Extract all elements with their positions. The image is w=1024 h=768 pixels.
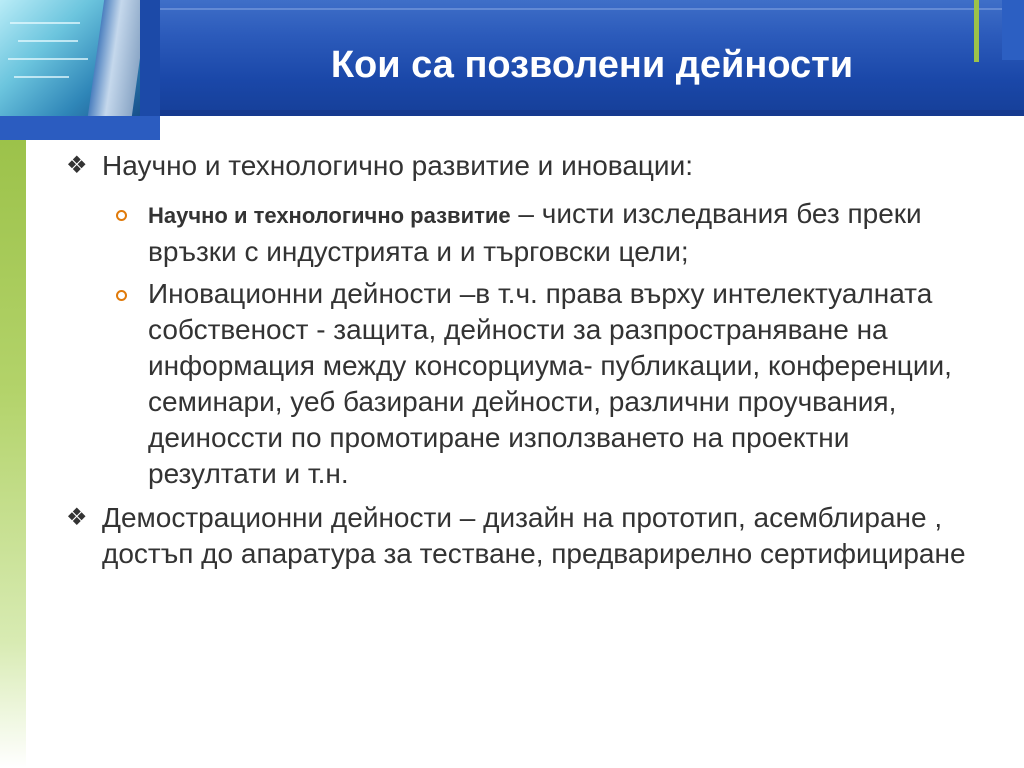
bullet-item <box>66 500 966 572</box>
circle-bullet-icon <box>116 290 127 301</box>
sub-bullet-item <box>110 276 966 492</box>
bullet-text: Научно и технологично развитие и иновации: <box>102 150 693 181</box>
diamond-cluster-icon: ❖ <box>66 504 88 531</box>
diamond-cluster-icon: ❖ <box>66 152 88 179</box>
bullet-text: Демострационни дейности – дизайн на прототип, асемблиране , достъп до апаратура за тестване, предварирелно сертифициране <box>102 502 966 569</box>
sub-bullet-term: Научно и технологично развитие <box>148 203 511 228</box>
header-bottom-line <box>160 110 1024 116</box>
slide-title: Кои са позволени дейности <box>330 44 854 86</box>
screen-line <box>8 58 88 60</box>
sub-bullet-text: Иновационни дейности –в т.ч. права върху интелектуалната собственост - защита, дейности за разпространяване на информация между консорциума- публикации, конференции, семинари, уеб базирани дейности, различни проучвания, деиноссти по промотиране използването на проектни резултати и т.н. <box>148 278 952 489</box>
sub-bullet-item <box>110 196 966 270</box>
monitor-image <box>0 0 140 116</box>
header-corner-block-lower <box>0 116 160 140</box>
screen-line <box>10 22 80 24</box>
left-green-bar <box>0 140 26 768</box>
slide-content <box>66 148 966 584</box>
sub-bullet-list <box>110 196 966 492</box>
sub-bullet-text: – чисти изследвания без преки връзки с индустрията и и търговски цели; <box>148 198 922 267</box>
screen-line <box>14 76 69 78</box>
screen-line <box>18 40 78 42</box>
bullet-item <box>66 148 966 184</box>
header-top-line <box>160 8 1024 10</box>
monitor-frame <box>88 0 140 116</box>
circle-bullet-icon <box>116 210 127 221</box>
